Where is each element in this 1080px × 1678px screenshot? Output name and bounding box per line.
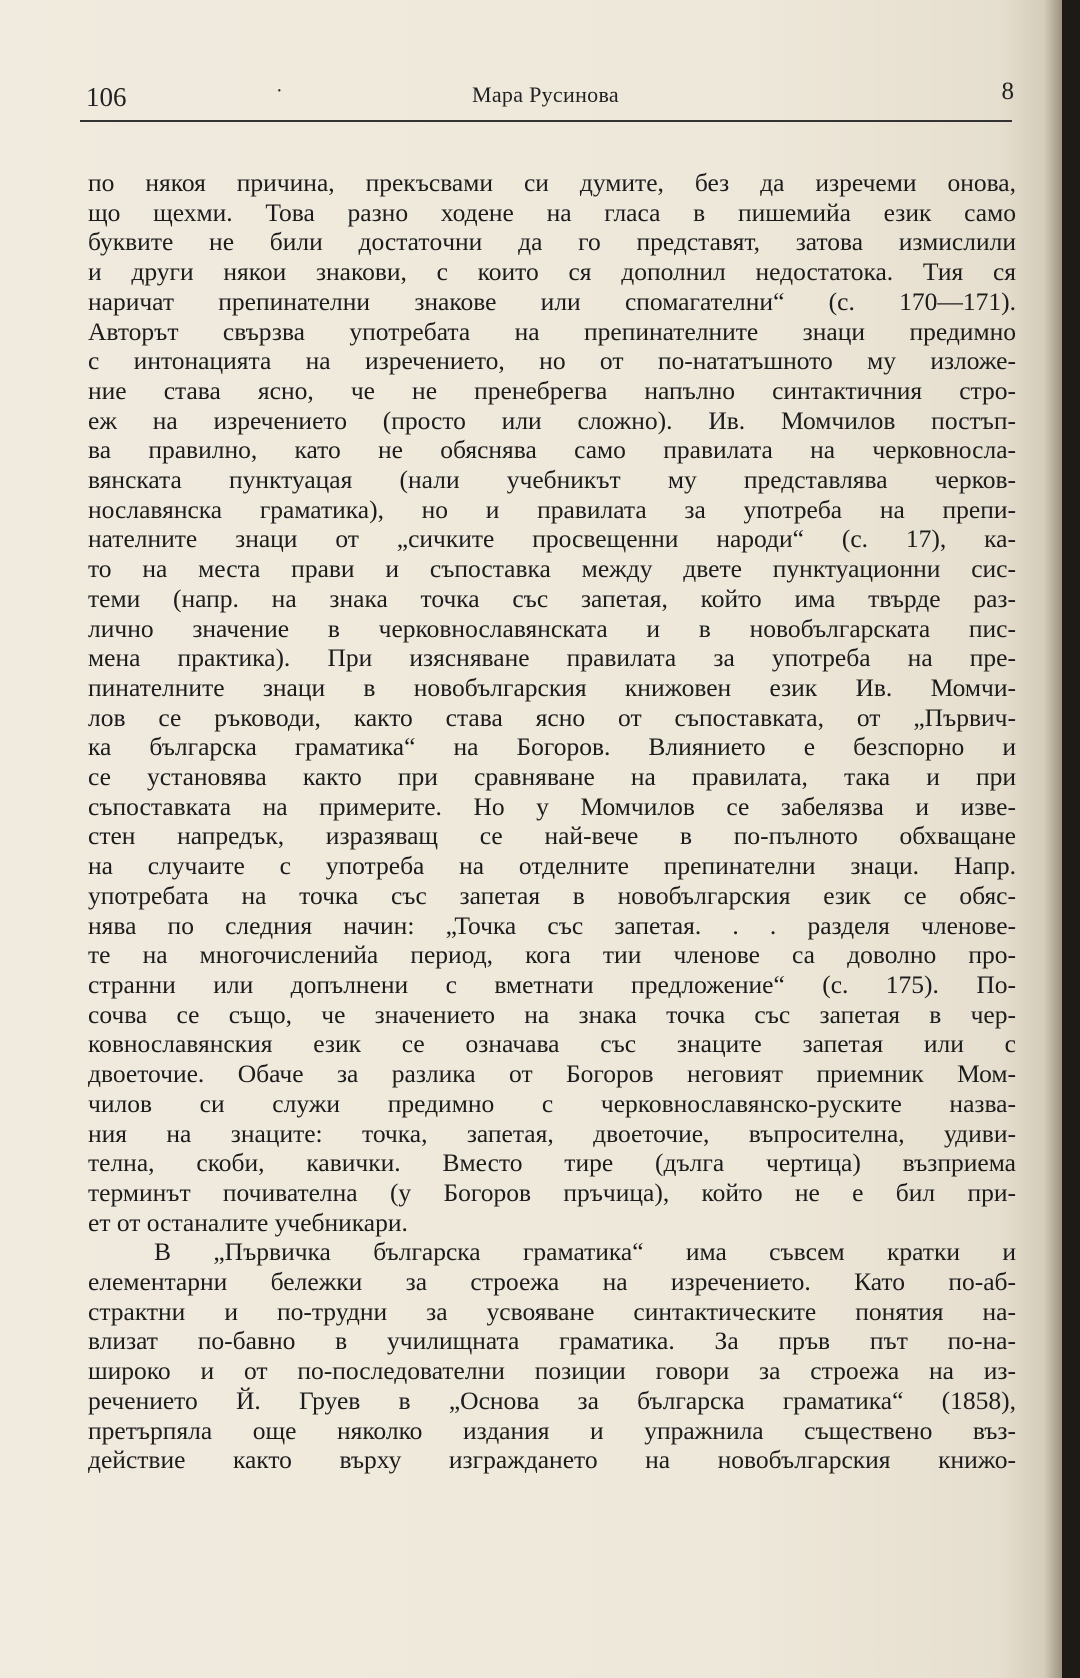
text-line: ка българска граматика“ на Богоров. Влиянието е безспорно и (88, 732, 1016, 762)
text-line: употребата на точка със запетая в новобългарския език се обяс- (88, 880, 1016, 910)
text-line: пинателните знаци в новобългарския книжовен език Ив. Момчи- (88, 672, 1016, 702)
text-line: широко и от по-последователни позиции говори за строежа на из- (88, 1356, 1016, 1386)
text-line: ет от останалите учебникари. (88, 1207, 408, 1237)
paragraph (88, 168, 1016, 1237)
text-line: се установява както при сравняване на правилата, така и при (88, 762, 1016, 792)
text-line: двоеточие. Обаче за разлика от Богоров неговият приемник Мом- (88, 1059, 1016, 1089)
text-line: стен напредък, изразяващ се най-вече в по-пълното обхващане (88, 821, 1016, 851)
text-line: речението Й. Груев в „Основа за българска граматика“ (1858), (88, 1385, 1016, 1415)
text-line: нославянска граматика), но и правилата за употреба на препи- (88, 494, 1016, 524)
body-text (88, 168, 1016, 1475)
text-line: сочва се също, че значението на знака точка със запетая в чер- (88, 999, 1016, 1029)
text-line: В „Първичка българска граматика“ има съвсем кратки и (154, 1237, 1016, 1267)
text-line: вянската пунктуацая (нали учебникът му представлява черков- (88, 465, 1016, 495)
text-line: странни или допълнени с вметнати предложение“ (с. 175). По- (88, 969, 1016, 999)
text-line: еж на изречението (просто или сложно). Ив. Момчилов постъп- (88, 405, 1016, 435)
text-line: наричат препинателни знакове или спомагателни“ (с. 170—171). (88, 286, 1016, 316)
header-dot: · (276, 80, 283, 102)
text-line: на случаите с употреба на отделните препинателни знаци. Напр. (88, 851, 1016, 881)
text-line: що щехми. Това разно ходене на гласа в пишемийа език само (88, 197, 1016, 227)
text-line: ковнославянския език се означава със знаците запетая или с (88, 1029, 1016, 1059)
text-line: терминът почивателна (у Богоров пръчица), който не е бил при- (88, 1177, 1016, 1207)
text-line: ние става ясно, че не пренебрегва напълно синтактичния стро- (88, 375, 1016, 405)
text-line: претърпяла още няколко издания и упражнила съществено въз- (88, 1415, 1016, 1445)
text-line: телна, скоби, кавички. Вместо тире (дълга чертица) възприема (88, 1148, 1016, 1178)
text-line: с интонацията на изречението, но от по-нататъшното му изложе- (88, 346, 1016, 376)
text-line: буквите не били достатoчни да го представят, затова измислили (88, 227, 1016, 257)
page-header (86, 78, 1016, 118)
text-line: и други някои знакови, с които ся дополнил недостатока. Тия ся (88, 257, 1016, 287)
text-line: лов се ръководи, както става ясно от съпоставката, от „Първич- (88, 702, 1016, 732)
text-line: действие както върху изграждането на новобългарския книжо- (88, 1445, 1016, 1475)
binding-edge-shadow (1044, 0, 1062, 1678)
page-number: 106 (86, 82, 127, 112)
header-rule (80, 120, 1012, 122)
text-line: влизат по-бавно в училищната граматика. За пръв път по-на- (88, 1326, 1016, 1356)
section-number: 8 (1001, 78, 1014, 105)
text-line: ва правилно, като не обяснява само правилата на черковносла- (88, 435, 1016, 465)
text-line: нява по следния начин: „Точка със запетая. . . разделя членове- (88, 910, 1016, 940)
text-line: теми (напр. на знака точка със запетая, който има твърде раз- (88, 583, 1016, 613)
text-line: нателните знаци от „сичките просвещенни народи“ (с. 17), ка- (88, 524, 1016, 554)
text-line: те на многочисленийа период, кога тии членове са доволно про- (88, 940, 1016, 970)
text-line: Авторът свързва употребата на препинателните знаци предимно (88, 316, 1016, 346)
running-head-author: Мара Русинова (472, 82, 619, 107)
paragraph (88, 1237, 1016, 1475)
text-line: лично значение в черковнославянската и в новобългарската пис- (88, 613, 1016, 643)
text-line: съпоставката на примерите. Но у Момчилов се забелязва и изве- (88, 791, 1016, 821)
text-line: страктни и по-трудни за усвояване синтактическите понятия на- (88, 1296, 1016, 1326)
text-line: чилов си служи предимно с черковнославянско-руските назва- (88, 1088, 1016, 1118)
text-line: по някоя причина, прекъсвами си думите, без да изречеми онова, (88, 168, 1016, 197)
text-line: мена практика). При изясняване правилата за употреба на пре- (88, 643, 1016, 673)
text-line: то на места прави и съпоставка между двете пунктуационни сис- (88, 554, 1016, 584)
text-line: елементарни бележки за строежа на изречението. Като по-аб- (88, 1267, 1016, 1297)
text-line: ния на знаците: точка, запетая, двоеточие, въпросителна, удиви- (88, 1118, 1016, 1148)
